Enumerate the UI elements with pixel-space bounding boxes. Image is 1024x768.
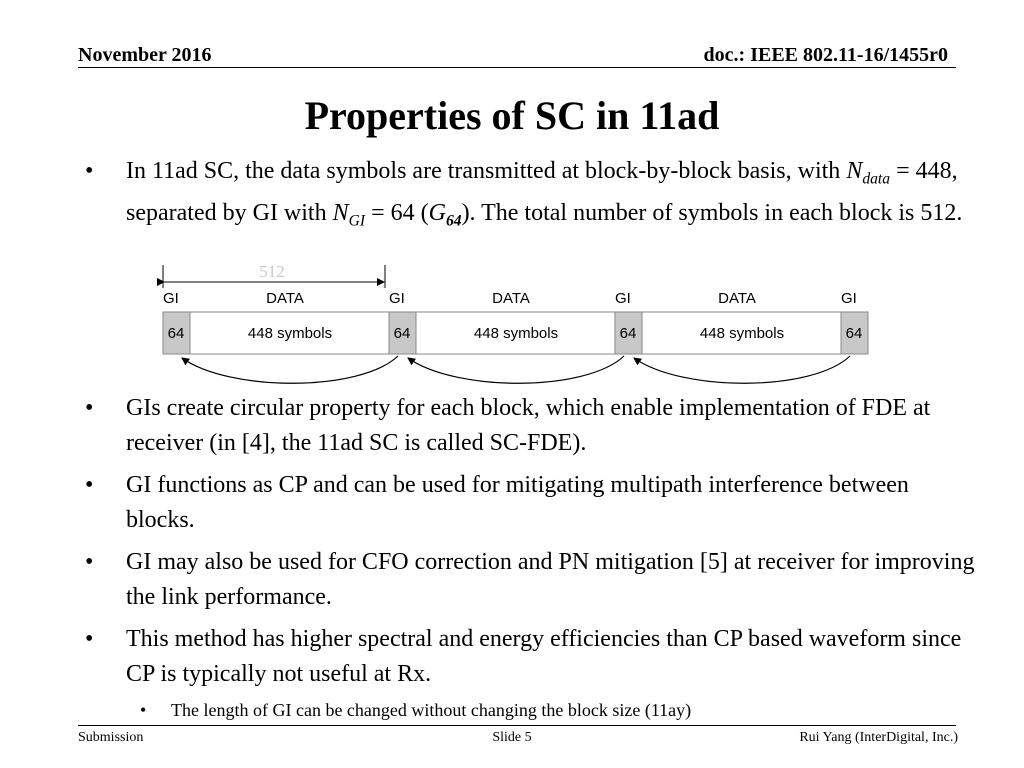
- gi-label-3: GI: [615, 290, 631, 307]
- math-n-data-sub: data: [862, 170, 891, 188]
- circular-arc-3: [634, 356, 850, 383]
- circular-arc-2: [408, 356, 624, 383]
- gi-label-4: GI: [841, 290, 857, 307]
- data-label-1: DATA: [266, 290, 304, 307]
- footer-slide-number: Slide 5: [492, 730, 532, 745]
- sub-bullet-item: • The length of GI can be changed without changing the block size (11ay): [140, 697, 691, 723]
- header-date: November 2016: [78, 44, 212, 66]
- bullet-list-bottom: [85, 391, 975, 699]
- bullet-item-4: • GI may also be used for CFO correction and PN mitigation [5] at receiver for improving the link performance.: [85, 545, 975, 615]
- block-size-label: 512: [259, 262, 285, 281]
- data-value-1: 448 symbols: [247, 325, 333, 342]
- data-value-2: 448 symbols: [473, 325, 559, 342]
- math-n-gi-sub: GI: [348, 212, 366, 230]
- math-n-data-base: N: [846, 158, 863, 184]
- bullet-1-text-c: = 64 (: [365, 200, 429, 227]
- footer-author: Rui Yang (InterDigital, Inc.): [799, 730, 958, 745]
- footer-divider: [78, 725, 956, 726]
- gi-value-1: 64: [167, 325, 185, 342]
- bullet-1-text-b: = 448, separated by GI with: [126, 158, 958, 227]
- math-n-gi-base: N: [332, 200, 349, 227]
- gi-label-2: GI: [389, 290, 405, 307]
- bullet-1-text-a: In 11ad SC, the data symbols are transmitted at block-by-block basis, with: [126, 158, 847, 184]
- bullet-item-2: • GIs create circular property for each block, which enable implementation of FDE at receiver (in [4], the 11ad SC is called SC-FDE).: [85, 391, 975, 461]
- math-g64-sub: 64: [445, 212, 462, 230]
- bullet-item-5: • This method has higher spectral and energy efficiencies than CP based waveform since CP is typically not useful at Rx.: [85, 622, 975, 692]
- data-value-3: 448 symbols: [699, 325, 785, 342]
- bullet-1-text-d: ). The total number of symbols in each block is 512.: [461, 200, 963, 227]
- gi-value-4: 64: [845, 325, 863, 342]
- math-g64-base: G: [428, 200, 446, 227]
- header-doc-id: doc.: IEEE 802.11-16/1455r0: [703, 44, 948, 66]
- data-label-2: DATA: [492, 290, 530, 307]
- circular-arc-1: [182, 356, 398, 383]
- footer-submission: Submission: [78, 730, 144, 745]
- gi-label-1: GI: [163, 290, 179, 307]
- gi-value-2: 64: [393, 325, 411, 342]
- data-label-3: DATA: [718, 290, 756, 307]
- gi-value-3: 64: [619, 325, 637, 342]
- bullet-item-3: • GI functions as CP and can be used for mitigating multipath interference between blocks.: [85, 468, 975, 538]
- slide-title: Properties of SC in 11ad: [304, 93, 720, 138]
